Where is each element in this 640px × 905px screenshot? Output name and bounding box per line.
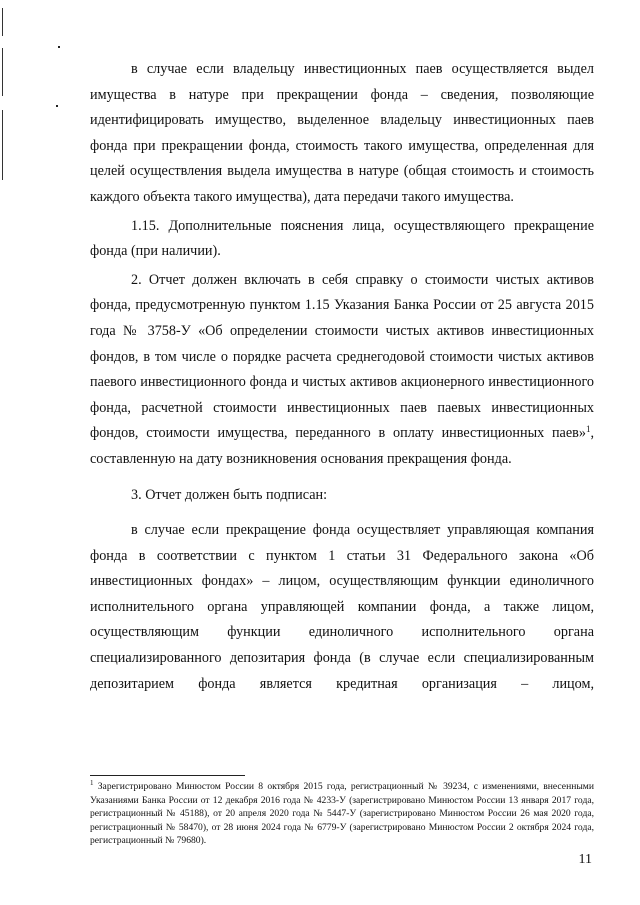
paragraph-text: 1.15. Дополнительные пояснения лица, осуществляющего прекращение фонда (при наличии). — [90, 217, 594, 260]
scan-margin-line — [2, 110, 3, 180]
scan-margin-line — [2, 48, 3, 96]
paragraph-text-continued: , составленную на дату возникновения основания прекращения фонда. — [90, 425, 594, 467]
paragraph-signatories — [90, 518, 594, 697]
paragraph-text: в случае если владельцу инвестиционных паев осуществляется выдел имущества в натуре при прекращении фонда – сведения, позволяющие идентифицировать имущество, выделенное владельцу инвестиционных паев фонда при прекращении фонда, стоимость такого имущества, определенная для целей осуществления выдела имущества в натуре (общая стоимость и стоимость каждого объекта такого имущества), дата передачи такого имущества. — [90, 61, 594, 205]
paragraph-3 — [90, 483, 594, 509]
paragraph-1-15 — [90, 214, 594, 265]
footnote-reference[interactable]: 1 — [585, 424, 591, 435]
paragraph-2 — [90, 268, 594, 473]
paragraph-asset-allocation — [90, 57, 594, 211]
page-number: 11 — [578, 852, 592, 867]
footnote-marker: 1 — [90, 779, 94, 787]
body-text — [90, 57, 594, 697]
scan-margin-line — [2, 8, 3, 36]
scan-speck — [56, 105, 58, 107]
scan-speck — [58, 46, 60, 48]
footnote-text: Зарегистрировано Минюстом России 8 октября 2015 года, регистрационный № 39234, с изменениями, внесенными Указаниями Банка России от 12 декабря 2016 года № 4233-У (зарегистрировано Минюстом России 13 января 2017 года, регистрационный № 45188), от 20 апреля 2020 года № 5447-У (зарегистрировано Минюстом России 26 мая 2020 года, регистрационный № 58470), от 28 июня 2024 года № 6779-У (зарегистрировано Минюстом России 2 октября 2024 года, регистрационный № 79680). — [90, 781, 594, 847]
footnote-separator — [90, 775, 245, 776]
paragraph-text: 2. Отчет должен включать в себя справку о стоимости чистых активов фонда, предусмотренную пунктом 1.15 Указания Банка России от 25 августа 2015 года № 3758-У «Об определении стоимости чистых активов инвестиционных фондов, в том числе о порядке расчета среднегодовой стоимости чистых активов паевого инвестиционного фонда и чистых активов акционерного инвестиционного фонда, расчетной стоимости инвестиционных паев паевых инвестиционных фондов, стоимости имущества, переданного в оплату инвестиционных паев» — [90, 271, 594, 442]
paragraph-text: в случае если прекращение фонда осуществляет управляющая компания фонда в соответствии с пунктом 1 статьи 31 Федерального закона «Об инвестиционных фондах» – лицом, осуществляющим функции единоличного исполнительного органа управляющей компании фонда, а также лицом, осуществляющим функции единоличного исполнительного органа специализированного депозитария фонда (в случае если специализированным депозитарием фонда является кредитная организация – лицом, — [90, 522, 594, 692]
paragraph-text: 3. Отчет должен быть подписан: — [131, 486, 328, 503]
footnote — [90, 780, 594, 848]
